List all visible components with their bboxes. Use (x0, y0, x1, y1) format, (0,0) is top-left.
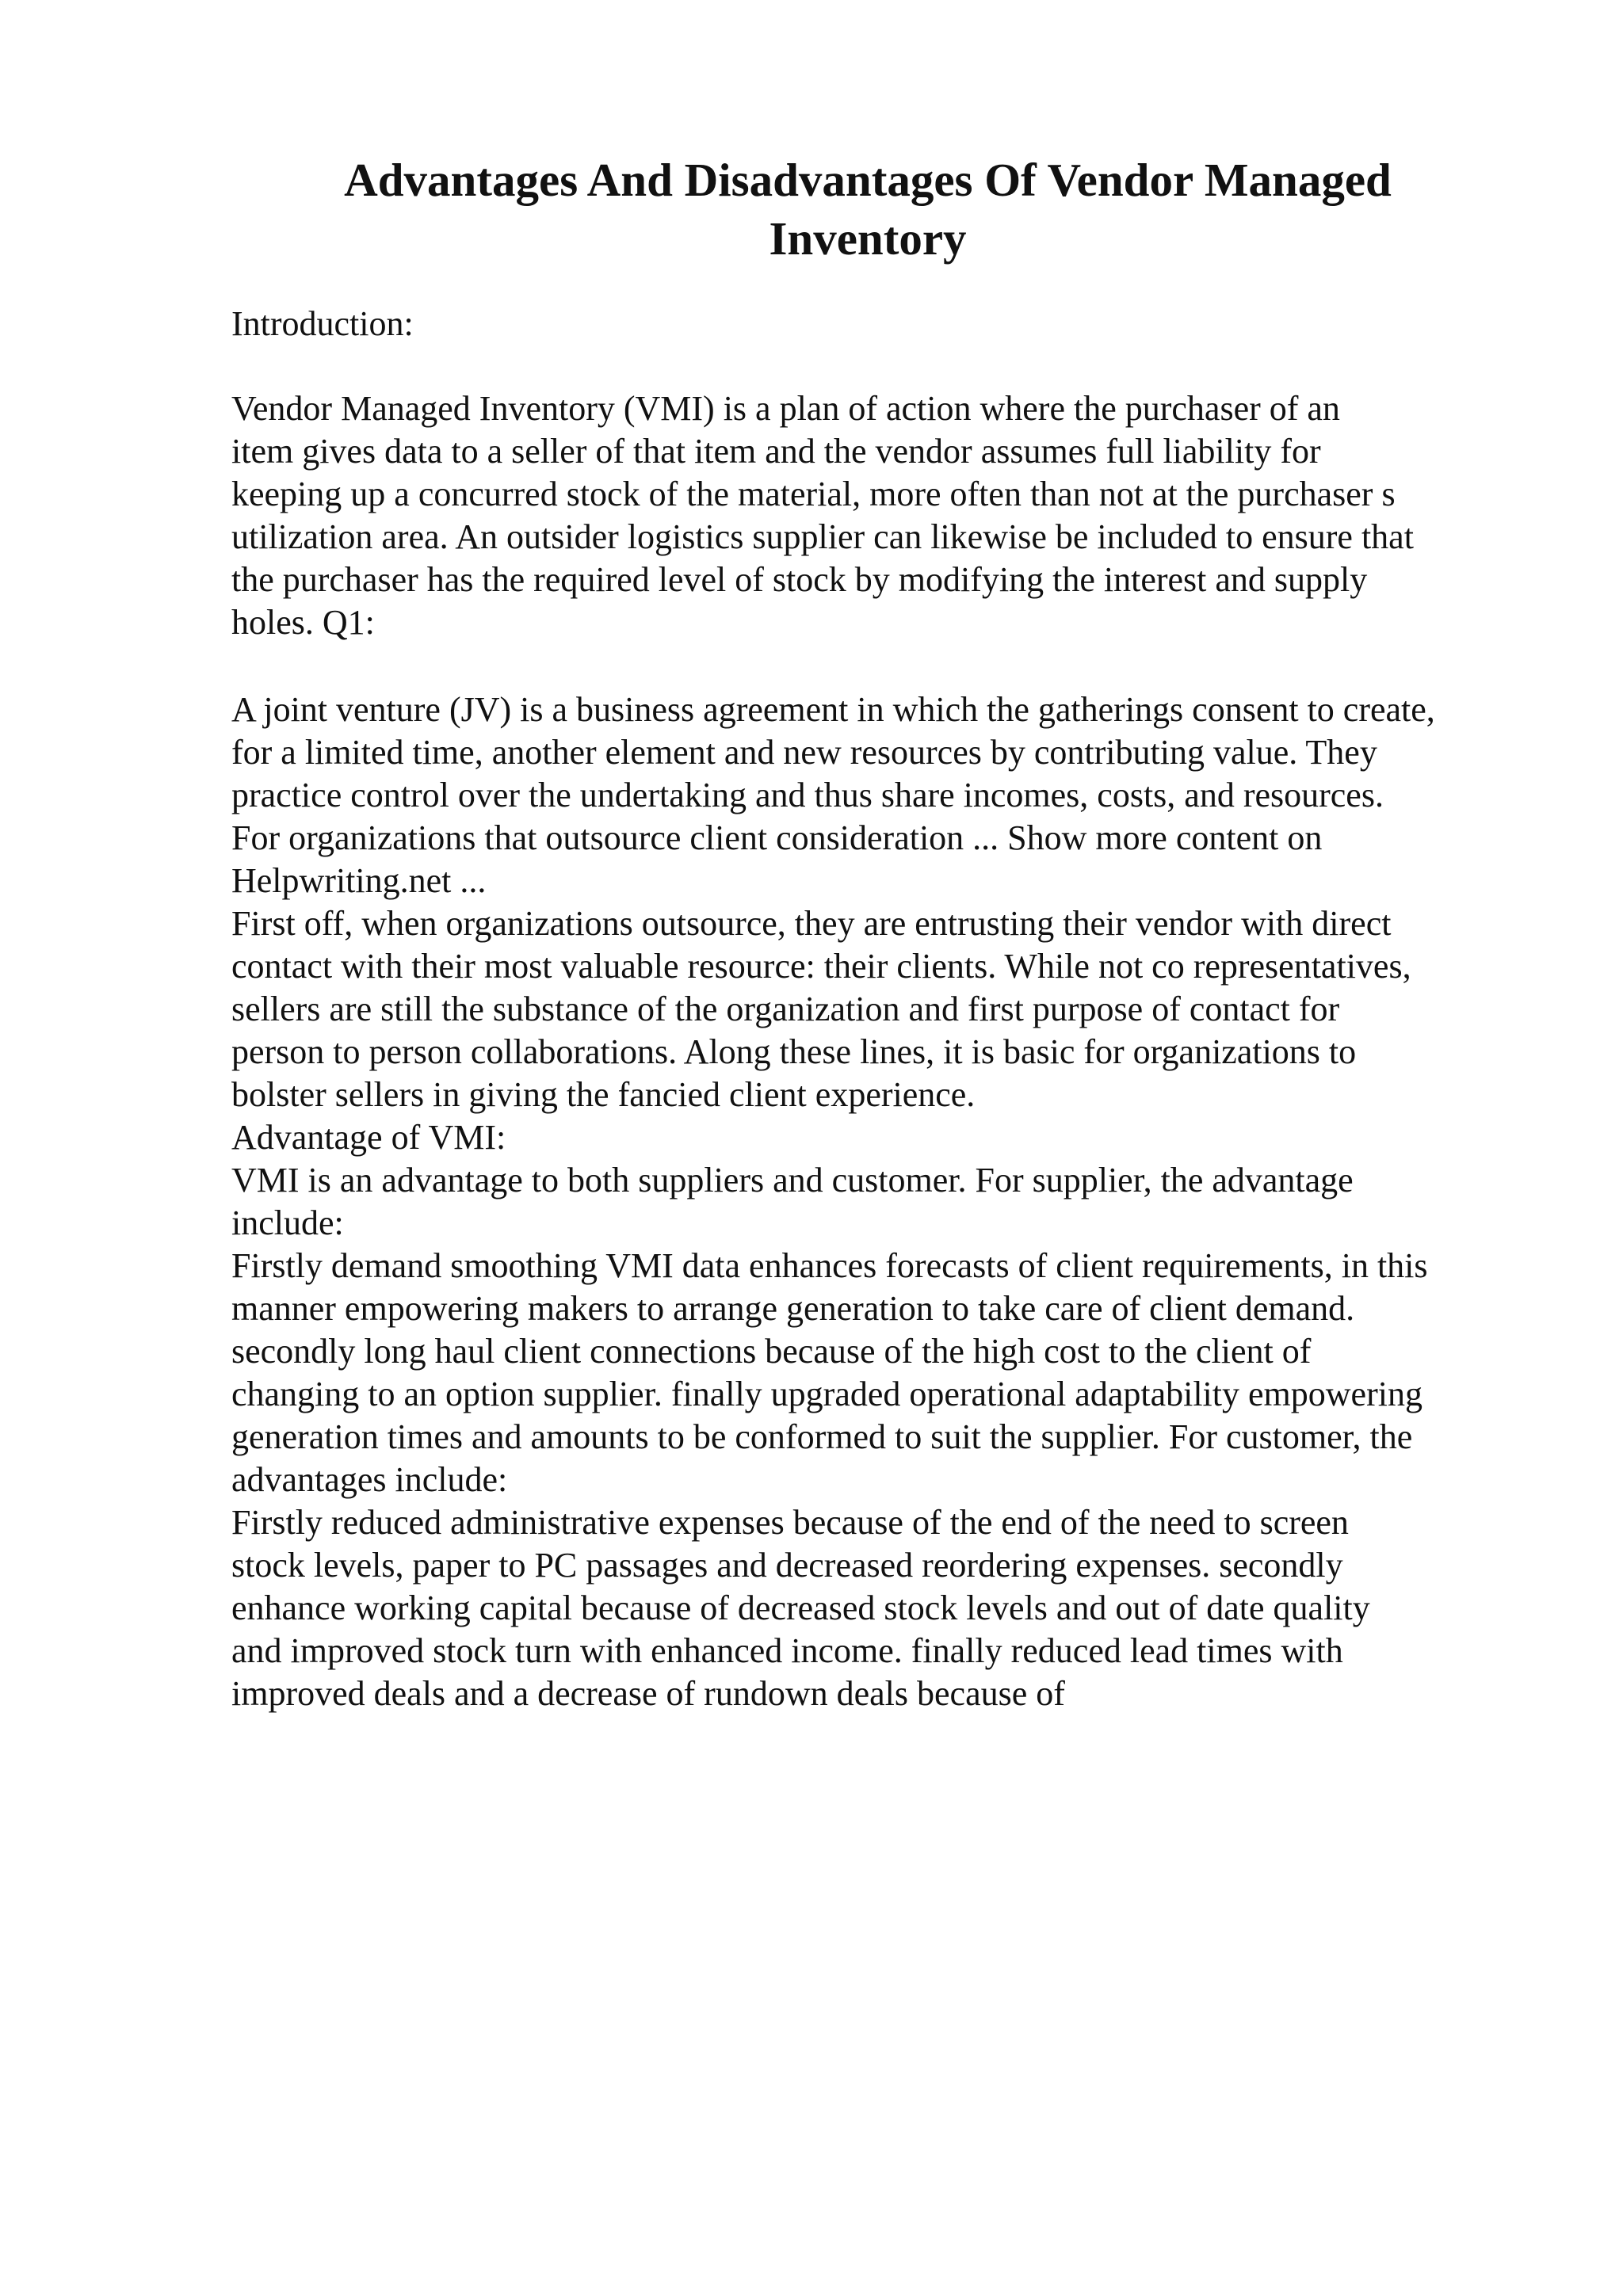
text-line: Firstly demand smoothing VMI data enhances forecasts of client requirements, in this (231, 1246, 1428, 1285)
text-line: VMI is an advantage to both suppliers and customer. For supplier, the advantage (231, 1161, 1354, 1199)
text-line: sellers are still the substance of the organization and first purpose of contact for (231, 990, 1340, 1028)
text-line: Firstly reduced administrative expenses because of the end of the need to screen (231, 1503, 1349, 1542)
text-line: keeping up a concurred stock of the material, more often than not at the purchaser s (231, 475, 1396, 513)
text-line: For organizations that outsource client consideration ... Show more content on (231, 818, 1323, 857)
title-line: Inventory (769, 212, 967, 265)
text-line: A joint venture (JV) is a business agreement in which the gatherings consent to create, (231, 690, 1435, 729)
text-line: changing to an option supplier. finally upgraded operational adaptability empowering (231, 1375, 1423, 1413)
text-line: Helpwriting.net ... (231, 861, 487, 900)
text-line: enhance working capital because of decreased stock levels and out of date quality (231, 1589, 1370, 1627)
document-title (230, 151, 1506, 268)
text-line: the purchaser has the required level of stock by modifying the interest and supply (231, 560, 1368, 599)
text-line: Vendor Managed Inventory (VMI) is a plan of action where the purchaser of an (231, 389, 1340, 428)
intro-heading (231, 303, 1531, 345)
text-line: First off, when organizations outsource, they are entrusting their vendor with direct (231, 904, 1392, 943)
text-line: advantages include: (231, 1460, 508, 1499)
paragraph-joint-venture (231, 688, 1531, 1715)
text-line: for a limited time, another element and new resources by contributing value. They (231, 733, 1377, 772)
title-line: Advantages And Disadvantages Of Vendor Managed (344, 154, 1392, 206)
text-line: Introduction: (231, 304, 414, 343)
text-line: bolster sellers in giving the fancied client experience. (231, 1075, 976, 1114)
text-line: contact with their most valuable resource: their clients. While not co representatives, (231, 947, 1411, 986)
text-line: and improved stock turn with enhanced income. finally reduced lead times with (231, 1631, 1343, 1670)
text-line: practice control over the undertaking and thus share incomes, costs, and resources. (231, 776, 1384, 814)
text-line: manner empowering makers to arrange generation to take care of client demand. (231, 1289, 1355, 1328)
text-line: secondly long haul client connections because of the high cost to the client of (231, 1332, 1312, 1371)
text-line: improved deals and a decrease of rundown deals because of (231, 1674, 1065, 1713)
paragraph-vmi-definition (231, 387, 1531, 644)
text-line: holes. Q1: (231, 603, 375, 642)
text-line: person to person collaborations. Along these lines, it is basic for organizations to (231, 1032, 1357, 1071)
text-line: stock levels, paper to PC passages and decreased reordering expenses. secondly (231, 1546, 1343, 1585)
section-heading-advantage: Advantage of VMI: (231, 1118, 506, 1157)
text-line: generation times and amounts to be conformed to suit the supplier. For customer, the (231, 1417, 1413, 1456)
text-line: utilization area. An outsider logistics supplier can likewise be included to ensure that (231, 517, 1414, 556)
text-line: include: (231, 1203, 344, 1242)
text-line: item gives data to a seller of that item and the vendor assumes full liability for (231, 432, 1321, 471)
